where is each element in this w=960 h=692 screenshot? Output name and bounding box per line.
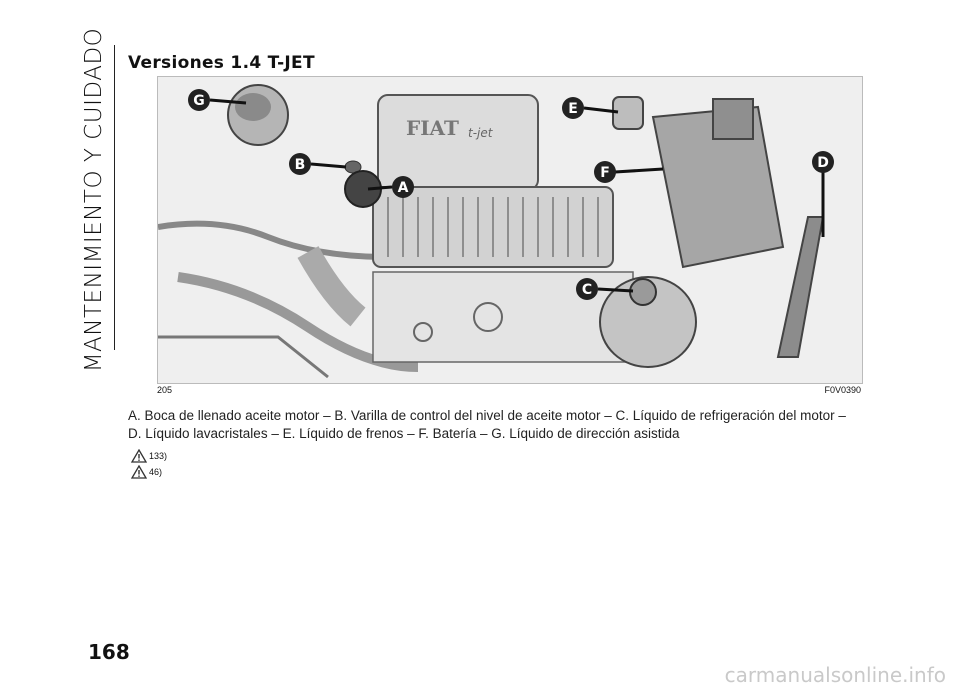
engine-cover [378,95,538,190]
callout-a [392,176,414,198]
side-section-title [74,27,114,373]
svg-text:E: E [568,101,578,117]
svg-text:D: D [817,155,829,171]
svg-text:F: F [600,165,610,181]
warning-ref-1: 133) [149,451,168,461]
engine-bay-drawing [158,77,862,383]
side-divider [114,45,115,350]
callout-b [289,153,311,175]
svg-text:C: C [581,282,593,298]
watermark: carmanualsonline.info [724,663,946,687]
callout-f [594,161,616,183]
svg-text:G: G [193,93,205,109]
figure-code: F0V0390 [824,385,861,395]
warning-ref-2: 46) [149,467,163,477]
warning-reference-1 [131,449,167,463]
figure-caption: A. Boca de llenado aceite motor – B. Varilla de control del nivel de aceite motor – C. Líquido de refrigeración del motor – D. Líquido lavacristales – E. Líquido de frenos – F. Batería – G. Líquido de dirección asistida [128,408,846,441]
callout-d [812,151,834,173]
engine-cover-badge: t-jet [468,126,493,140]
callout-g [188,89,210,111]
warning-reference-2 [131,465,162,479]
page-number: 168 [88,640,130,664]
svg-text:B: B [294,157,306,173]
callout-e [562,97,584,119]
callout-c [576,278,598,300]
section-title: Versiones 1.4 T-JET [128,53,315,73]
figure-number: 205 [157,385,173,395]
svg-text:A: A [397,180,409,196]
side-section-label: MANTENIMIENTO Y CUIDADO [81,27,107,373]
engine-bay-illustration [157,76,863,384]
warning-triangle-icon [131,449,147,463]
warning-triangle-icon [131,465,147,479]
engine-cover-brand: FIAT [406,116,459,140]
